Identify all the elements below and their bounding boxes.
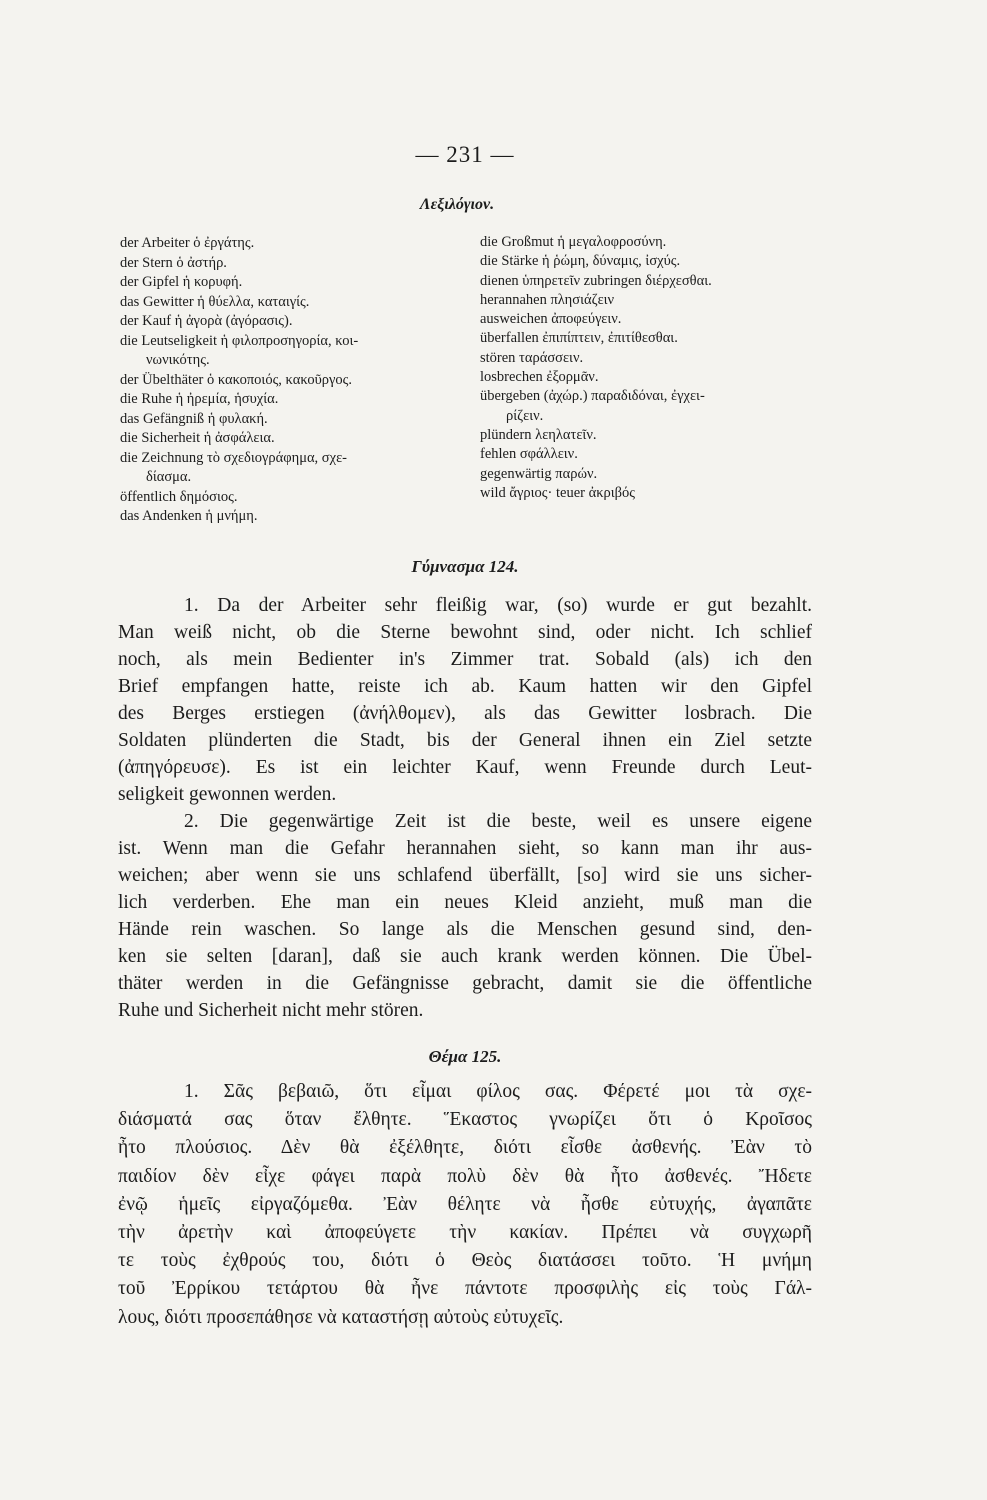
text-line: παιδίον δὲν εἶχε φάγει παρὰ πολὺ δὲν θὰ ἦτο ἀσθενές. Ἤδετε <box>118 1165 812 1187</box>
vocab-entry-line: wild ἄγριος· teuer ἀκριβός <box>480 484 636 501</box>
text-line: τὴν ἀρετὴν καὶ ἀποφεύγετε τὴν κακίαν. Πρέπει νὰ συγχωρῆ <box>118 1222 812 1244</box>
vocab-entry-line: überfallen ἐπιπίπτειν, ἐπιτίθεσθαι. <box>480 330 678 347</box>
text-line: seligkeit gewonnen werden. <box>118 784 337 805</box>
vocabulary-left-column <box>120 234 465 527</box>
vocab-entry <box>480 484 830 503</box>
vocab-entry-line: öffentlich δημόσιος. <box>120 488 238 505</box>
vocab-entry-line: dienen ὑπηρετεῖν zubringen διέρχεσθαι. <box>480 272 712 289</box>
vocab-entry <box>120 449 465 488</box>
text-line: τοῦ Ἐρρίκου τετάρτου θὰ ἦνε πάντοτε προσφιλὴς εἰς τοὺς Γάλ- <box>118 1278 812 1300</box>
text-line: διάσματά σας ὅταν ἔλθητε. Ἕκαστος γνωρίζει ὅτι ὁ Κροῖσος <box>118 1109 812 1131</box>
vocab-entry <box>480 465 830 484</box>
text-line: ἐνῷ ἡμεῖς εἰργαζόμεθα. Ἐὰν θέλητε νὰ ἦσθε εὐτυχής, ἀγαπᾶτε <box>118 1193 812 1215</box>
exercise-124-text <box>118 592 812 1024</box>
vocab-entry-line: die Stärke ἡ ῥώμη, δύναμις, ἰσχύς. <box>480 253 681 270</box>
vocab-entry <box>120 488 465 508</box>
vocab-entry <box>120 332 465 371</box>
vocab-entry-line: stören ταράσσειν. <box>480 349 584 366</box>
vocabulary-right-column <box>480 233 830 503</box>
vocab-entry-line: die Sicherheit ἡ ἀσφάλεια. <box>120 430 275 446</box>
text-line: 2. Die gegenwärtige Zeit ist die beste, weil es unsere eigene <box>184 811 812 832</box>
vocab-entry <box>480 349 830 368</box>
paragraph <box>118 592 812 808</box>
vocab-entry-line: gegenwärtig παρών. <box>480 465 598 482</box>
text-line: ken sie selten [daran], daß sie auch krank werden können. Die Übel- <box>118 946 812 967</box>
text-line: τε τοὺς ἐχθρούς του, διότι ὁ Θεὸς διατάσσει τοῦτο. Ἡ μνήμη <box>118 1250 812 1272</box>
vocab-entry <box>480 329 830 348</box>
vocab-entry <box>480 426 830 445</box>
text-line: Hände rein waschen. So lange als die Menschen gesund sind, den- <box>118 919 812 940</box>
text-line: Man weiß nicht, ob die Sterne bewohnt sind, oder nicht. Ich schlief <box>118 622 812 643</box>
text-line: lich verderben. Ehe man ein neues Kleid anzieht, muß man die <box>118 892 812 913</box>
vocab-entry-line: fehlen σφάλλειν. <box>480 446 578 463</box>
vocab-entry-line: die Großmut ἡ μεγαλοφροσύνη. <box>480 234 667 250</box>
vocab-entry-continuation: νωνικότης. <box>146 352 210 368</box>
vocab-entry <box>120 429 465 449</box>
theme-125-heading: Θέμα 125. <box>428 1047 502 1066</box>
exercise-124-heading: Γύμνασμα 124. <box>411 557 519 576</box>
vocab-entry-line: das Andenken ἡ μνήμη. <box>120 508 258 524</box>
text-line: Ruhe und Sicherheit nicht mehr stören. <box>118 1000 424 1021</box>
vocab-entry-line: das Gefängniß ἡ φυλακή. <box>120 410 268 427</box>
vocab-entry <box>120 293 465 313</box>
vocab-entry-line: ausweichen ἀποφεύγειν. <box>480 311 622 328</box>
page-number: — 231 — <box>415 142 515 167</box>
vocab-entry <box>120 273 465 293</box>
vocab-entry-line: die Ruhe ἡ ἠρεμία, ἡσυχία. <box>120 391 279 407</box>
vocab-entry-line: der Arbeiter ὁ ἐργάτης. <box>120 235 255 251</box>
vocab-entry <box>480 252 830 271</box>
vocab-entry <box>480 445 830 464</box>
theme-125-text <box>118 1078 812 1332</box>
vocab-entry-line: das Gewitter ἡ θύελλα, καταιγίς. <box>120 293 310 310</box>
text-line: noch, als mein Bedienter in's Zimmer trat. Sobald (als) ich den <box>118 649 812 670</box>
vocab-entry <box>120 371 465 391</box>
text-line: Brief empfangen hatte, reiste ich ab. Kaum hatten wir den Gipfel <box>118 676 812 697</box>
vocab-entry <box>480 368 830 387</box>
vocab-entry <box>120 234 465 254</box>
text-line: ἦτο πλούσιος. Δὲν θὰ ἐξέλθητε, διότι εἶσθε ἀσθενής. Ἐὰν τὸ <box>118 1137 812 1159</box>
text-line: 1. Σᾶς βεβαιῶ, ὅτι εἶμαι φίλος σας. Φέρετέ μοι τὰ σχε- <box>184 1081 812 1102</box>
vocab-entry <box>480 272 830 291</box>
vocab-entry <box>120 410 465 430</box>
vocab-entry <box>480 233 830 252</box>
vocab-entry-line: der Stern ὁ ἀστήρ. <box>120 254 227 271</box>
vocab-entry-line: plündern λεηλατεῖν. <box>480 426 597 443</box>
vocab-entry-line: herannahen πλησιάζειν <box>480 291 615 308</box>
text-line: (ἀπηγόρευσε). Es ist ein leichter Kauf, wenn Freunde durch Leut- <box>118 757 812 778</box>
text-line: thäter werden in die Gefängnisse gebracht, damit sie die öffentliche <box>118 973 812 994</box>
vocab-entry <box>120 312 465 332</box>
vocab-entry-line: übergeben (ἀχώρ.) παραδιδόναι, ἐγχει- <box>480 388 705 405</box>
paragraph <box>118 1078 812 1332</box>
vocab-entry <box>480 310 830 329</box>
text-line: weichen; aber wenn sie uns schlafend überfällt, [so] wird sie uns sicher- <box>118 865 812 886</box>
vocab-entry-line: der Übelthäter ὁ κακοποιός, κακοῦργος. <box>120 371 353 388</box>
vocab-entry-line: losbrechen ἐξορμᾶν. <box>480 369 599 386</box>
text-line: des Berges erstiegen (ἀνήλθομεν), als das Gewitter losbrach. Die <box>118 703 812 724</box>
vocab-entry <box>120 390 465 410</box>
vocab-entry-line: die Leutseligkeit ἡ φιλοπροσηγορία, κοι- <box>120 332 359 349</box>
vocab-entry <box>480 291 830 310</box>
vocab-entry <box>120 507 465 527</box>
text-line: λους, διότι προσεπάθησε νὰ καταστήσῃ αὐτοὺς εὐτυχεῖς. <box>118 1306 564 1328</box>
text-line: 1. Da der Arbeiter sehr fleißig war, (so) wurde er gut bezahlt. <box>184 595 812 616</box>
text-line: ist. Wenn man die Gefahr herannahen sieht, so kann man ihr aus- <box>118 838 812 859</box>
text-line: Soldaten plünderten die Stadt, bis der General ihnen ein Ziel setzte <box>118 730 812 751</box>
paragraph <box>118 808 812 1024</box>
vocab-entry-line: der Gipfel ἡ κορυφή. <box>120 274 243 290</box>
vocab-entry-continuation: δίασμα. <box>146 469 192 485</box>
vocab-entry-line: der Kauf ἡ ἀγορὰ (ἀγόρασις). <box>120 313 293 329</box>
vocabulary-heading: Λεξιλόγιον. <box>419 196 495 213</box>
vocab-entry <box>120 254 465 274</box>
vocab-entry-line: die Zeichnung τὸ σχεδιογράφημα, σχε- <box>120 449 347 466</box>
vocab-entry <box>480 387 830 426</box>
vocab-entry-continuation: ρίζειν. <box>506 407 544 424</box>
